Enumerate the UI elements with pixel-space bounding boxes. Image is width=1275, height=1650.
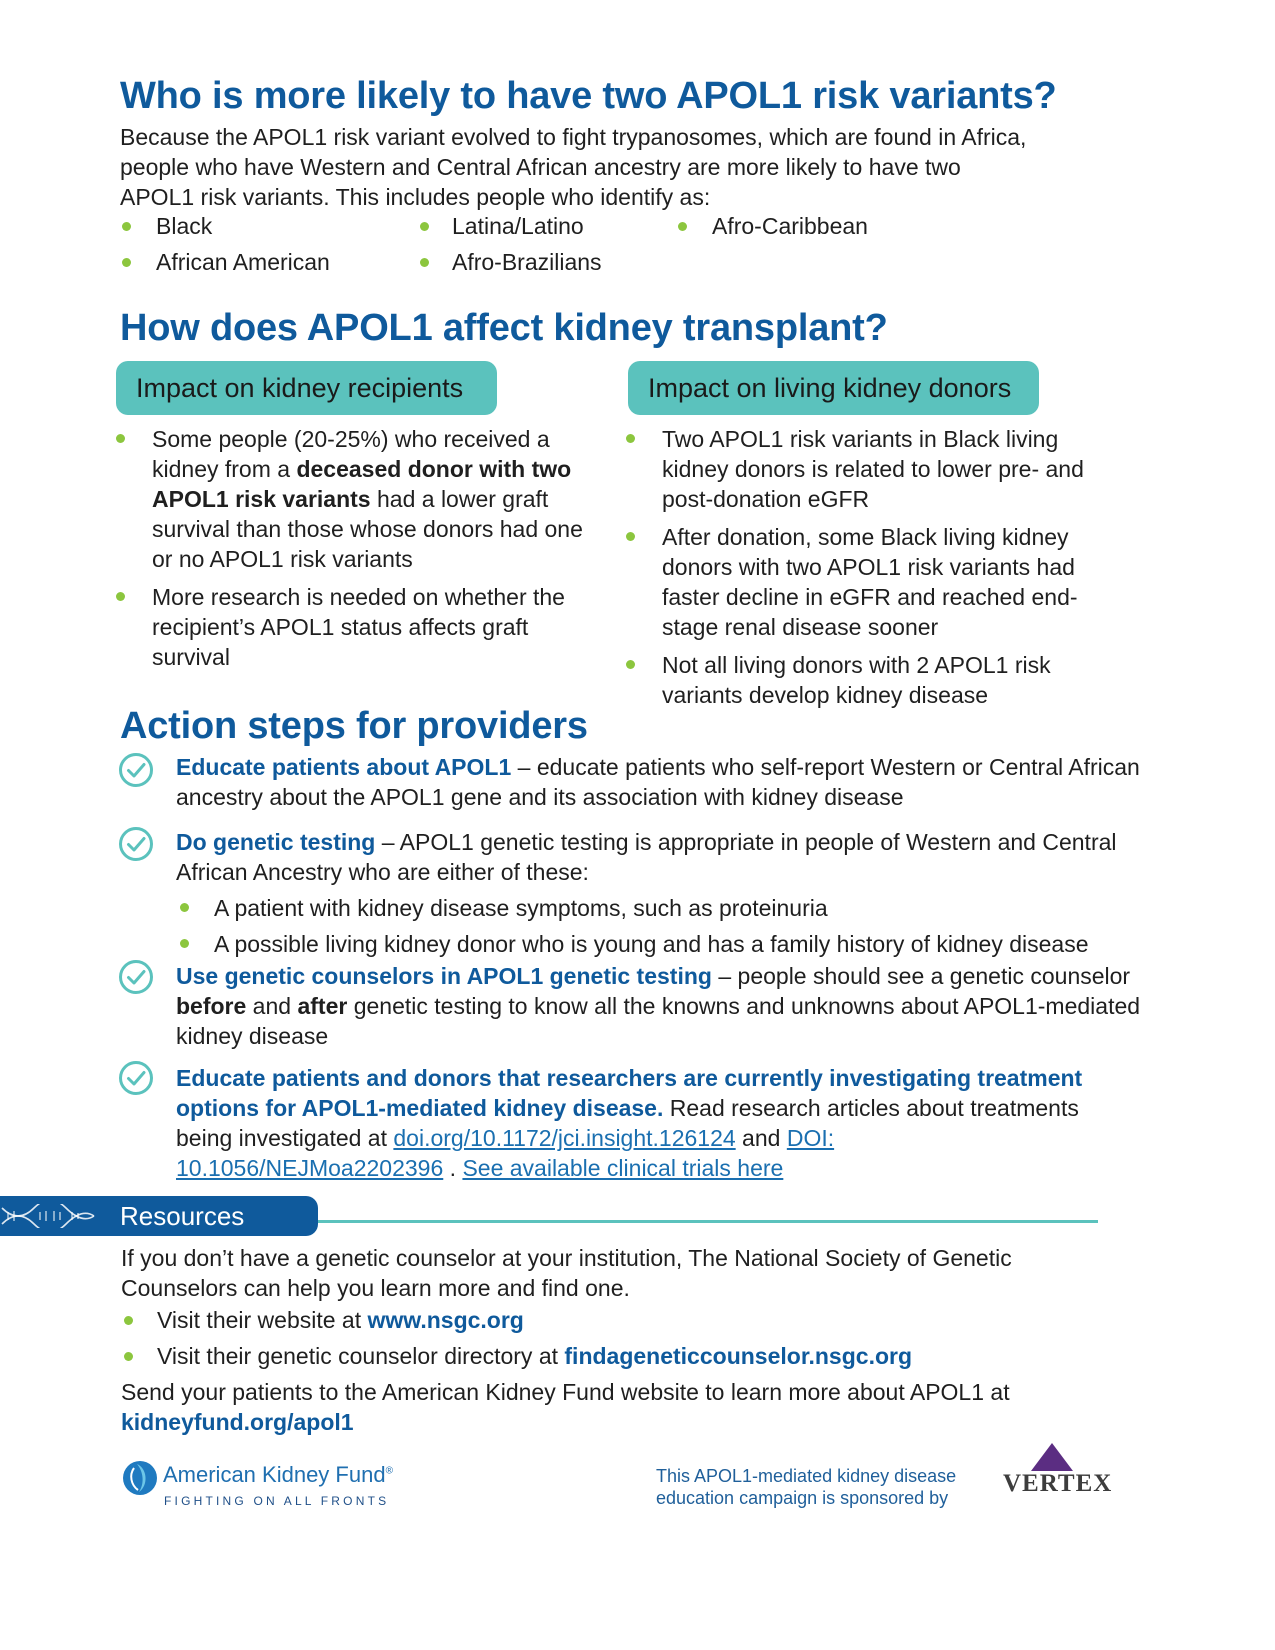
bullet-dot: [124, 1316, 133, 1325]
akf-wordmark: American Kidney Fund®: [163, 1462, 393, 1487]
bullet-dot: [122, 222, 131, 231]
nsgc-link[interactable]: www.nsgc.org: [367, 1307, 524, 1333]
donors-list: [626, 424, 1106, 718]
action-step-educate: Educate patients about APOL1 – educate patients who self-report Western or Central African ancestry about the APOL1 gene and its association with kidney disease: [176, 754, 1140, 810]
action-step-testing: Do genetic testing – APOL1 genetic testing is appropriate in people of Western and Central African Ancestry who are either of these: A patient with kidney disease symptoms, such as proteinuria A possible living kidney donor who is young and has a family history of kidney disease: [176, 827, 1166, 959]
bullet-dot: [180, 903, 189, 912]
section-title-action: Action steps for providers: [120, 705, 588, 747]
group-item: Latina/Latino: [452, 213, 584, 239]
vertex-wordmark: VERTEX: [1003, 1470, 1113, 1497]
bullet-dot: [420, 258, 429, 267]
donor-item: After donation, some Black living kidney donors with two APOL1 risk variants had faster decline in eGFR and reached end-stage renal disease sooner: [626, 522, 1106, 642]
bullet-dot: [626, 434, 635, 443]
donors-pill: Impact on living kidney donors: [628, 361, 1039, 415]
bullet-dot: [180, 939, 189, 948]
bullet-dot: [626, 660, 635, 669]
clinical-trials-link[interactable]: See available clinical trials here: [462, 1155, 784, 1181]
group-item: African American: [156, 249, 330, 275]
recipient-item: More research is needed on whether the recipient’s APOL1 status affects graft survival: [116, 582, 606, 672]
action-step-research: Educate patients and donors that researchers are currently investigating treatment options for APOL1-mediated kidney disease. Read research articles about treatments being investigated at doi.org/10.1172/jci.insight.126124 and DOI: 10.1056/NEJMoa2202396 . See available clinical trials here: [176, 1065, 1083, 1181]
resources-closing: Send your patients to the American Kidney Fund website to learn more about APOL1 at kidneyfund.org/apol1: [121, 1379, 1010, 1435]
action-step-counselors: Use genetic counselors in APOL1 genetic testing – people should see a genetic counselor before and after genetic testing to know all the knowns and unknowns about APOL1-mediated kidney disease: [176, 963, 1141, 1049]
vertex-triangle-icon: [1030, 1442, 1074, 1472]
bullet-dot: [124, 1352, 133, 1361]
doi-link-jci[interactable]: doi.org/10.1172/jci.insight.126124: [393, 1125, 736, 1151]
resources-title: Resources: [120, 1201, 245, 1231]
recipients-list: [116, 424, 606, 680]
check-circle-icon: [118, 1060, 154, 1096]
section-title-who: Who is more likely to have two APOL1 risk variants?: [120, 75, 1057, 117]
testing-sub-item: A patient with kidney disease symptoms, such as proteinuria: [176, 893, 1166, 923]
section-title-transplant: How does APOL1 affect kidney transplant?: [120, 307, 888, 349]
check-circle-icon: [118, 959, 154, 995]
bullet-dot: [420, 222, 429, 231]
akf-logo-icon: [121, 1459, 159, 1497]
resources-rule: [318, 1220, 1098, 1223]
recipients-pill: Impact on kidney recipients: [116, 361, 497, 415]
akf-tagline: FIGHTING ON ALL FRONTS: [164, 1494, 390, 1508]
sponsor-text: This APOL1-mediated kidney disease education campaign is sponsored by: [656, 1466, 957, 1508]
group-item: Afro-Caribbean: [712, 213, 868, 239]
check-circle-icon: [118, 826, 154, 862]
bullet-dot: [116, 592, 125, 601]
bullet-dot: [122, 258, 131, 267]
resource-item-website: Visit their website at www.nsgc.org: [157, 1307, 524, 1333]
resources-intro: If you don’t have a genetic counselor at your institution, The National Society of Genetic Counselors can help you learn more and find one.: [121, 1245, 1012, 1301]
bullet-dot: [626, 532, 635, 541]
dna-icon: [0, 1204, 96, 1228]
donor-item: Not all living donors with 2 APOL1 risk variants develop kidney disease: [626, 650, 1106, 710]
bullet-dot: [678, 222, 687, 231]
doi-link-nejm[interactable]: DOI: 10.1056/NEJMoa2202396: [176, 1125, 835, 1181]
check-circle-icon: [118, 752, 154, 788]
group-item: Black: [156, 213, 213, 239]
bullet-dot: [116, 434, 125, 443]
testing-sub-item: A possible living kidney donor who is young and has a family history of kidney disease: [176, 929, 1166, 959]
resources-banner: [0, 1196, 318, 1236]
counselor-directory-link[interactable]: findageneticcounselor.nsgc.org: [564, 1343, 913, 1369]
kidneyfund-link[interactable]: kidneyfund.org/apol1: [121, 1409, 354, 1435]
donor-item: Two APOL1 risk variants in Black living kidney donors is related to lower pre- and post-donation eGFR: [626, 424, 1106, 514]
group-item: Afro-Brazilians: [452, 249, 602, 275]
who-intro: Because the APOL1 risk variant evolved to fight trypanosomes, which are found in Africa, people who have Western and Central African ancestry are more likely to have two APOL1 risk variants. This includes people who identify as:: [120, 124, 1027, 210]
recipient-item: Some people (20-25%) who received a kidney from a deceased donor with two APOL1 risk variants had a lower graft survival than those whose donors had one or no APOL1 risk variants: [116, 424, 606, 574]
resource-item-directory: Visit their genetic counselor directory at findageneticcounselor.nsgc.org: [157, 1343, 913, 1369]
